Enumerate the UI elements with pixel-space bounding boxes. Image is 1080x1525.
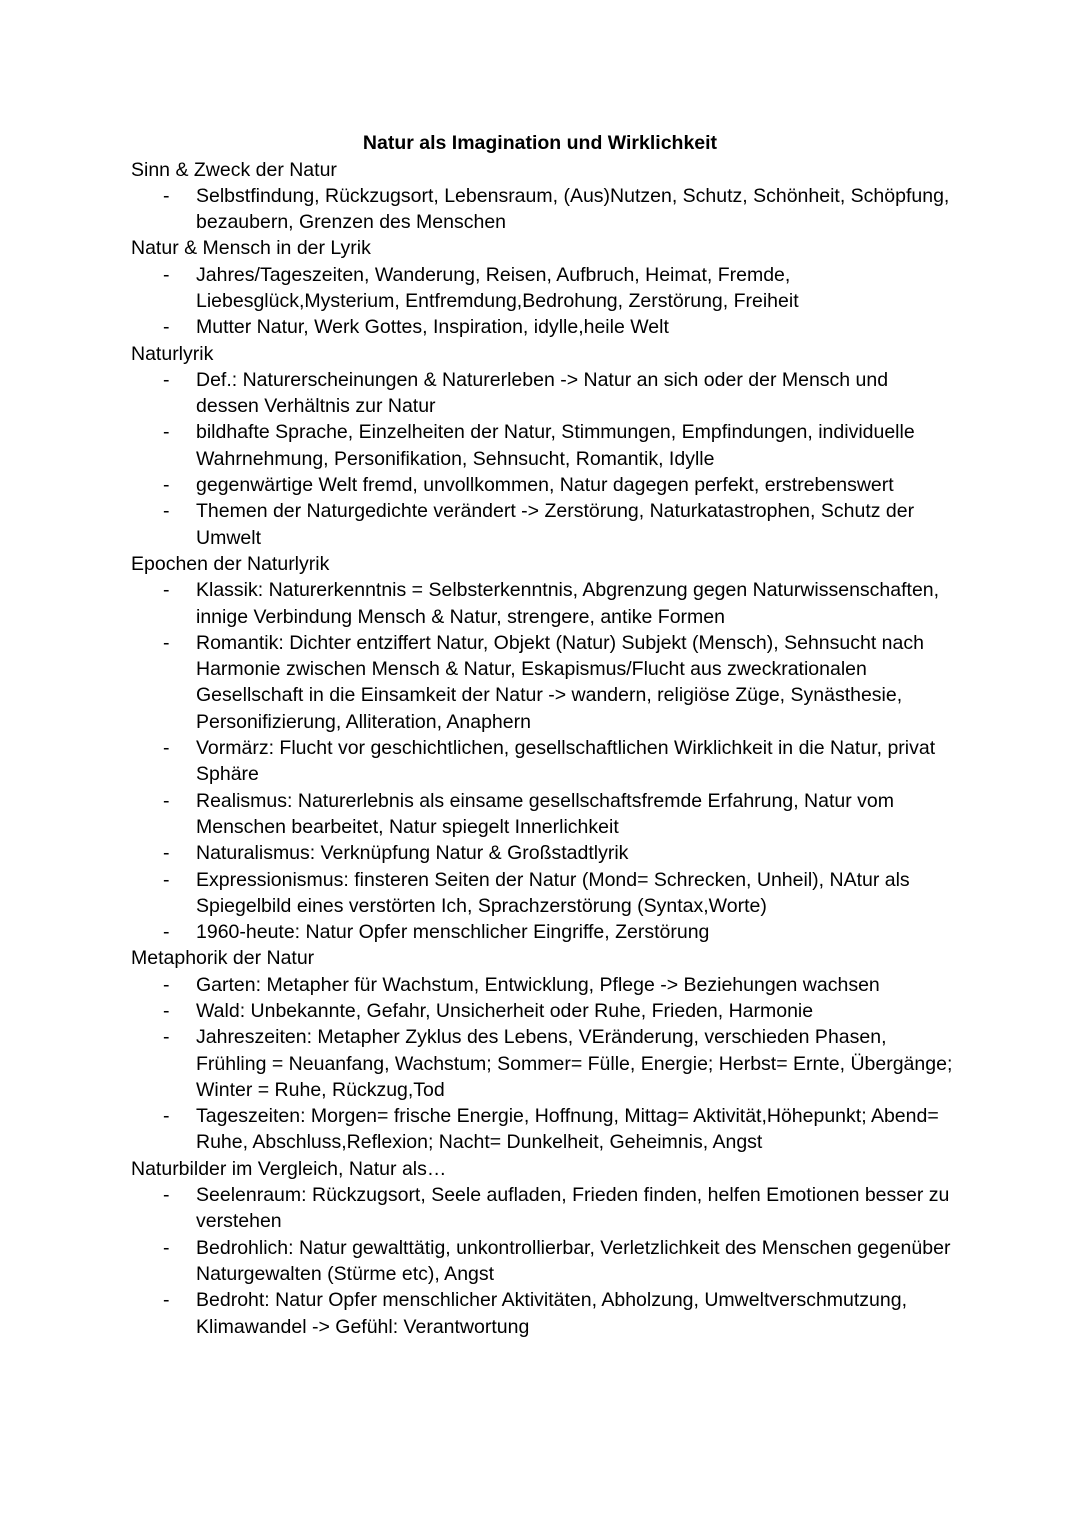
section-epochen bbox=[131, 551, 991, 945]
section-heading: Natur & Mensch in der Lyrik bbox=[131, 237, 371, 260]
list-item bbox=[131, 1235, 956, 1288]
dash-bullet-icon: - bbox=[163, 1000, 170, 1022]
list-item-text: Garten: Metapher für Wachstum, Entwicklung, Pflege -> Beziehungen wachsen bbox=[196, 973, 880, 996]
list-item-text: Tageszeiten: Morgen= frische Energie, Hoffnung, Mittag= Aktivität,Höhepunkt; Abend= Ruhe, Abschluss,Reflexion; Nacht= Dunkelheit, Geheimnis, Angst bbox=[196, 1105, 939, 1154]
list-item-text: Naturalismus: Verknüpfung Natur & Großstadtlyrik bbox=[196, 842, 629, 865]
dash-bullet-icon: - bbox=[163, 500, 170, 523]
dash-bullet-icon: - bbox=[163, 973, 170, 996]
list-item bbox=[131, 867, 956, 920]
bullet-list bbox=[131, 262, 991, 341]
list-item bbox=[131, 183, 956, 236]
dash-bullet-icon: - bbox=[163, 184, 170, 207]
list-item-text: Themen der Naturgedichte verändert -> Zerstörung, Naturkatastrophen, Schutz der Umwelt bbox=[196, 500, 915, 549]
list-item bbox=[131, 788, 956, 841]
list-item bbox=[131, 1024, 956, 1103]
list-item bbox=[131, 630, 956, 735]
list-item-text: Expressionismus: finsteren Seiten der Natur (Mond= Schrecken, Unheil), NAtur als Spiegelbild eines verstörten Ich, Sprachzerstörung (Syntax,Worte) bbox=[196, 868, 910, 917]
dash-bullet-icon: - bbox=[163, 421, 170, 444]
dash-bullet-icon: - bbox=[163, 842, 170, 865]
dash-bullet-icon: - bbox=[163, 474, 170, 497]
list-item-text: Seelenraum: Rückzugsort, Seele aufladen, Frieden finden, helfen Emotionen besser zu verstehen bbox=[196, 1184, 950, 1233]
page-title: Natur als Imagination und Wirklichkeit bbox=[362, 132, 718, 154]
list-item bbox=[131, 472, 956, 498]
section-heading: Sinn & Zweck der Natur bbox=[131, 158, 337, 181]
section-heading: Epochen der Naturlyrik bbox=[131, 552, 330, 575]
list-item bbox=[131, 577, 956, 630]
list-item-text: 1960-heute: Natur Opfer menschlicher Eingriffe, Zerstörung bbox=[196, 921, 710, 944]
dash-bullet-icon: - bbox=[163, 631, 170, 654]
list-item bbox=[131, 1287, 956, 1340]
section-sinn-zweck bbox=[131, 157, 991, 236]
dash-bullet-icon: - bbox=[163, 1236, 170, 1259]
dash-bullet-icon: - bbox=[163, 1184, 170, 1207]
bullet-list bbox=[131, 1182, 991, 1340]
list-item bbox=[131, 314, 956, 340]
section-naturbilder bbox=[131, 1156, 991, 1340]
dash-bullet-icon: - bbox=[163, 579, 170, 602]
list-item-text: bildhafte Sprache, Einzelheiten der Natur, Stimmungen, Empfindungen, individuelle Wahrnehmung, Personifikation, Sehnsucht, Romantik, Idylle bbox=[196, 421, 915, 470]
list-item-text: Wald: Unbekannte, Gefahr, Unsicherheit oder Ruhe, Frieden, Harmonie bbox=[196, 1000, 814, 1022]
list-item-text: Romantik: Dichter entziffert Natur, Objekt (Natur) Subjekt (Mensch), Sehnsucht nach Harmonie zwischen Mensch & Natur, Eskapismus/Flucht aus zweckrationalen Gesellschaft in die Einsamkeit der Natur -> wandern, religiöse Züge, Synästhesie, Personifizierung, Alliteration, Anaphern bbox=[196, 631, 924, 733]
bullet-list bbox=[131, 183, 991, 236]
dash-bullet-icon: - bbox=[163, 737, 170, 760]
list-item bbox=[131, 919, 956, 945]
list-item-text: Vormärz: Flucht vor geschichtlichen, gesellschaftlichen Wirklichkeit in die Natur, privat Sphäre bbox=[196, 737, 936, 786]
list-item bbox=[131, 1103, 956, 1156]
list-item bbox=[131, 840, 956, 866]
list-item bbox=[131, 367, 956, 420]
list-item-text: Def.: Naturerscheinungen & Naturerleben -> Natur an sich oder der Mensch und dessen Verhältnis zur Natur bbox=[196, 368, 889, 418]
section-heading: Naturbilder im Vergleich, Natur als… bbox=[131, 1157, 447, 1180]
list-item-text: Bedroht: Natur Opfer menschlicher Aktivitäten, Abholzung, Umweltverschmutzung, Klimawandel -> Gefühl: Verantwortung bbox=[196, 1289, 907, 1338]
dash-bullet-icon: - bbox=[163, 789, 170, 812]
list-item bbox=[131, 998, 956, 1024]
bullet-list bbox=[131, 577, 991, 945]
section-metaphorik bbox=[131, 945, 991, 1155]
document-body bbox=[131, 157, 991, 1340]
list-item bbox=[131, 972, 956, 998]
dash-bullet-icon: - bbox=[163, 921, 170, 944]
list-item bbox=[131, 262, 956, 315]
bullet-list bbox=[131, 367, 991, 551]
list-item-text: Jahreszeiten: Metapher Zyklus des Lebens, VEränderung, verschieden Phasen, Frühling = Neuanfang, Wachstum; Sommer= Fülle, Energie; Herbst= Ernte, Übergänge; Winter = Ruhe, Rückzug,Tod bbox=[196, 1026, 953, 1101]
list-item-text: Jahres/Tageszeiten, Wanderung, Reisen, Aufbruch, Heimat, Fremde, Liebesglück,Mysterium, Entfremdung,Bedrohung, Zerstörung, Freiheit bbox=[196, 263, 799, 312]
list-item-text: gegenwärtige Welt fremd, unvollkommen, Natur dagegen perfekt, erstrebenswert bbox=[196, 474, 894, 497]
list-item bbox=[131, 1182, 956, 1235]
section-natur-mensch bbox=[131, 235, 991, 340]
list-item bbox=[131, 498, 956, 551]
section-heading: Metaphorik der Natur bbox=[131, 947, 315, 970]
bullet-list bbox=[131, 972, 991, 1156]
list-item-text: Selbstfindung, Rückzugsort, Lebensraum, (Aus)Nutzen, Schutz, Schönheit, Schöpfung, bezaubern, Grenzen des Menschen bbox=[196, 184, 950, 234]
list-item-text: Klassik: Naturerkenntnis = Selbsterkenntnis, Abgrenzung gegen Naturwissenschaften, innige Verbindung Mensch & Natur, strengere, antike Formen bbox=[196, 579, 940, 628]
section-heading: Naturlyrik bbox=[131, 342, 214, 365]
dash-bullet-icon: - bbox=[163, 316, 170, 339]
list-item-text: Mutter Natur, Werk Gottes, Inspiration, idylle,heile Welt bbox=[196, 316, 669, 339]
dash-bullet-icon: - bbox=[163, 1105, 170, 1128]
list-item bbox=[131, 419, 956, 472]
section-naturlyrik bbox=[131, 341, 991, 551]
dash-bullet-icon: - bbox=[163, 1026, 170, 1049]
dash-bullet-icon: - bbox=[163, 263, 170, 286]
dash-bullet-icon: - bbox=[163, 1289, 170, 1312]
dash-bullet-icon: - bbox=[163, 368, 170, 391]
list-item-text: Realismus: Naturerlebnis als einsame gesellschaftsfremde Erfahrung, Natur vom Menschen bearbeitet, Natur spiegelt Innerlichkeit bbox=[196, 789, 894, 838]
list-item bbox=[131, 735, 956, 788]
list-item-text: Bedrohlich: Natur gewalttätig, unkontrollierbar, Verletzlichkeit des Menschen gegenüber Naturgewalten (Stürme etc), Angst bbox=[196, 1236, 951, 1285]
dash-bullet-icon: - bbox=[163, 868, 170, 891]
